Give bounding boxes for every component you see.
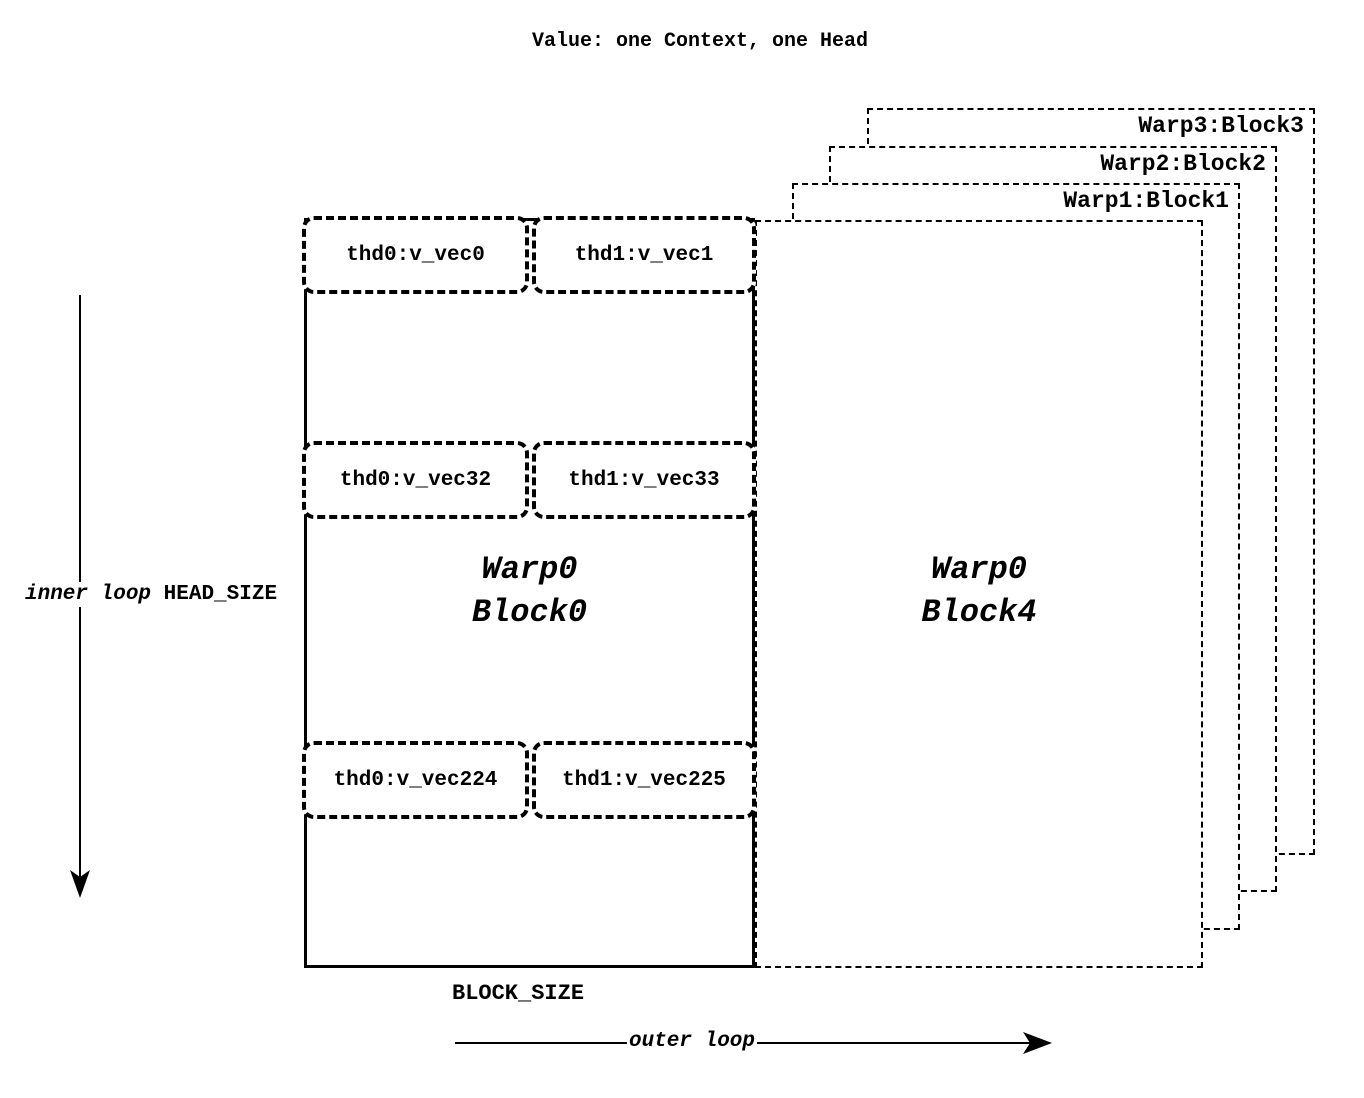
warp1-block1-label: Warp1:Block1	[1063, 188, 1229, 214]
warp0-block4-label	[755, 548, 1203, 634]
cell-thd0-v-vec224	[302, 741, 529, 819]
warp3-block3-label: Warp3:Block3	[1138, 113, 1304, 139]
cell-thd1-v-vec33-label: thd1:v_vec33	[568, 468, 720, 492]
inner-loop-label: inner loop	[25, 583, 152, 606]
warp0-block0-line2: Block0	[471, 594, 588, 631]
warp0-block4-line2: Block4	[921, 594, 1037, 631]
cell-thd0-v-vec224-label: thd0:v_vec224	[333, 768, 498, 792]
cell-thd0-v-vec0	[302, 216, 529, 294]
head-size-label: HEAD_SIZE	[163, 583, 278, 606]
cell-thd1-v-vec33	[532, 441, 756, 519]
cell-thd1-v-vec225-label: thd1:v_vec225	[562, 768, 726, 792]
cell-thd1-v-vec1-label: thd1:v_vec1	[574, 243, 714, 267]
warp0-block4-line1: Warp0	[930, 551, 1027, 588]
cell-thd1-v-vec225	[532, 741, 756, 819]
warp0-block0-label	[304, 548, 755, 634]
cell-thd1-v-vec1	[532, 216, 756, 294]
warp0-block0-line1: Warp0	[481, 551, 578, 588]
cell-thd0-v-vec32	[302, 441, 529, 519]
cell-thd0-v-vec32-label: thd0:v_vec32	[339, 468, 492, 492]
outer-loop-label: outer loop	[628, 1030, 756, 1053]
inner-loop-head-size-label	[22, 582, 280, 607]
diagram-title: Value: one Context, one Head	[531, 30, 869, 53]
cell-thd0-v-vec0-label: thd0:v_vec0	[346, 243, 485, 267]
warp2-block2-label: Warp2:Block2	[1100, 151, 1266, 177]
block-size-label: BLOCK_SIZE	[452, 981, 585, 1006]
